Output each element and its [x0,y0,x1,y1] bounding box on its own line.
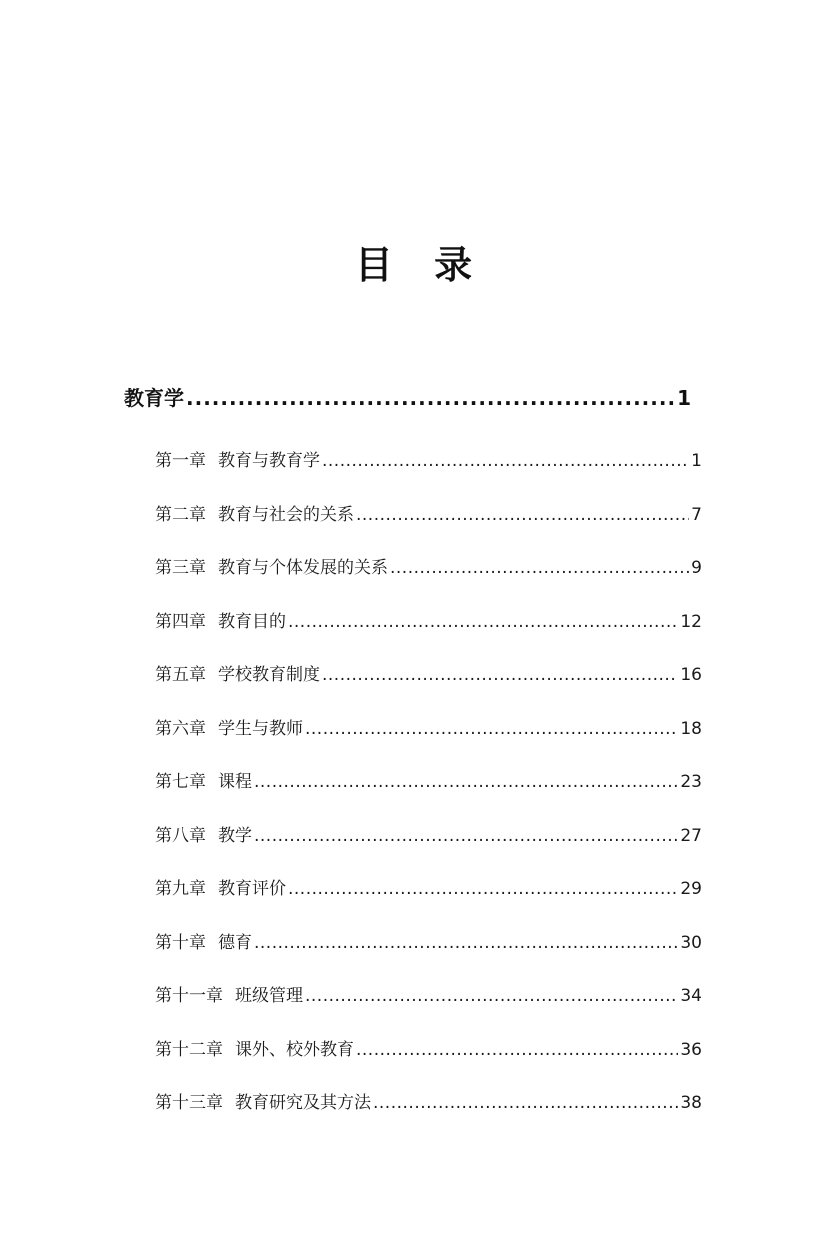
chapter-number: 第八章 [155,826,206,846]
chapter-number: 第七章 [155,772,206,792]
chapter-title: 教学 [218,826,252,846]
chapter-number: 第六章 [155,719,206,739]
chapter-title: 课外、校外教育 [235,1040,354,1060]
toc-chapter-entry[interactable] [155,503,702,527]
dot-leader [305,717,678,741]
dot-leader [288,610,678,634]
toc-chapter-entry[interactable] [155,449,702,473]
toc-chapter-entry[interactable] [155,877,702,901]
chapter-page-number: 1 [691,451,702,471]
chapter-number: 第三章 [155,558,206,578]
part-title: 教育学 [124,386,184,410]
chapter-number: 第十二章 [155,1040,223,1060]
chapter-title: 教育研究及其方法 [235,1093,371,1113]
dot-leader [373,1091,678,1115]
toc-chapter-entry[interactable] [155,610,702,634]
chapter-number: 第四章 [155,612,206,632]
toc-chapter-entry[interactable] [155,556,702,580]
dot-leader [254,931,678,955]
chapter-title: 教育目的 [218,612,286,632]
chapter-number: 第十章 [155,933,206,953]
toc-chapter-entry[interactable] [155,984,702,1008]
dot-leader [356,503,689,527]
chapter-page-number: 23 [680,772,702,792]
toc-chapter-entry[interactable] [155,1091,702,1115]
chapter-page-number: 34 [680,986,702,1006]
chapter-number: 第十一章 [155,986,223,1006]
chapter-number: 第一章 [155,451,206,471]
chapter-number: 第九章 [155,879,206,899]
chapter-page-number: 16 [680,665,702,685]
toc-chapter-entry[interactable] [155,1038,702,1062]
page-title: 目 录 [354,243,487,287]
chapter-title: 教育与社会的关系 [218,505,354,525]
chapter-title: 教育与教育学 [218,451,320,471]
toc-part-entry[interactable] [124,384,691,412]
toc-chapter-entry[interactable] [155,770,702,794]
chapter-title: 教育与个体发展的关系 [218,558,388,578]
chapter-page-number: 18 [680,719,702,739]
chapter-number: 第十三章 [155,1093,223,1113]
dot-leader [186,384,675,412]
toc-chapter-entry[interactable] [155,717,702,741]
chapter-page-number: 36 [680,1040,702,1060]
chapter-page-number: 29 [680,879,702,899]
chapter-title: 德育 [218,933,252,953]
dot-leader [254,770,678,794]
toc-chapter-entry[interactable] [155,931,702,955]
chapter-title: 课程 [218,772,252,792]
toc-chapter-entry[interactable] [155,824,702,848]
dot-leader [305,984,678,1008]
chapter-title: 学校教育制度 [218,665,320,685]
dot-leader [322,663,678,687]
chapter-page-number: 38 [680,1093,702,1113]
dot-leader [322,449,689,473]
chapter-page-number: 30 [680,933,702,953]
chapter-number: 第二章 [155,505,206,525]
chapter-title: 学生与教师 [218,719,303,739]
chapter-page-number: 9 [691,558,702,578]
chapter-title: 班级管理 [235,986,303,1006]
dot-leader [356,1038,678,1062]
chapter-title: 教育评价 [218,879,286,899]
dot-leader [288,877,678,901]
dot-leader [254,824,678,848]
part-page-number: 1 [677,386,691,410]
chapter-number: 第五章 [155,665,206,685]
chapter-page-number: 12 [680,612,702,632]
toc-chapter-entry[interactable] [155,663,702,687]
dot-leader [390,556,689,580]
chapter-page-number: 7 [691,505,702,525]
chapter-page-number: 27 [680,826,702,846]
